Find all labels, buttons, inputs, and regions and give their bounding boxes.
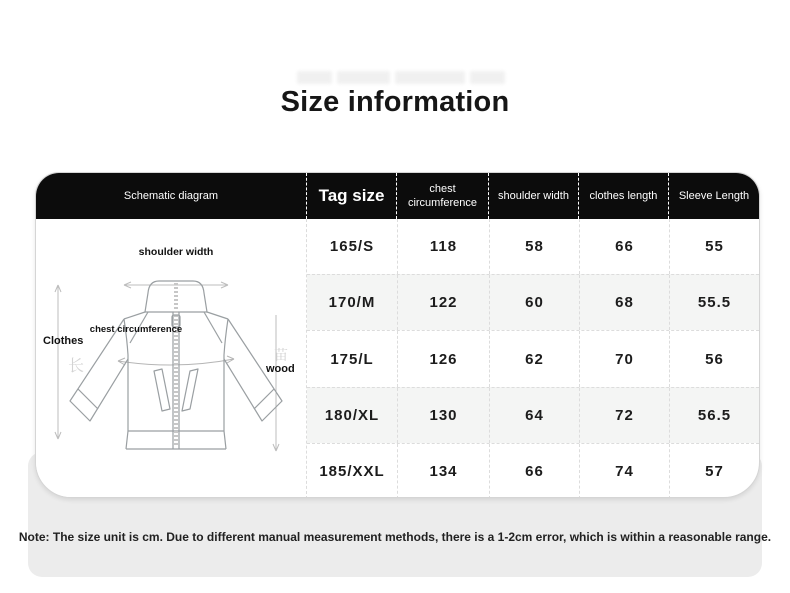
cell-chest: 134	[397, 444, 489, 498]
cell-tag-size: 170/M	[328, 294, 376, 312]
label-clothes: Clothes	[43, 335, 84, 347]
table-row	[307, 330, 759, 386]
header-sleeve-length: Sleeve Length	[668, 173, 759, 219]
measurement-note: Note: The size unit is cm. Due to different manual measurement methods, there is a 1-2cm error, which is within a reasonable range.	[18, 530, 772, 544]
cell-sleeve: 56.5	[669, 388, 759, 443]
cell-tag-size: 185/XXL	[319, 462, 385, 480]
size-table-body	[36, 219, 759, 498]
size-table-header-row	[36, 173, 759, 219]
label-clothes-cn: 长	[68, 358, 85, 375]
cell-length: 74	[579, 444, 669, 498]
table-row	[307, 274, 759, 330]
faded-text-decoration	[297, 71, 505, 84]
label-chest-circumference: chest circumference	[89, 324, 183, 335]
header-chest-circumference: chest circumference	[396, 173, 488, 219]
cell-shoulder: 64	[489, 388, 579, 443]
label-shoulder-width: shoulder width	[138, 246, 214, 258]
cell-length: 68	[579, 275, 669, 330]
cell-chest: 126	[397, 331, 489, 386]
header-schematic-diagram: Schematic diagram	[123, 189, 219, 202]
cell-sleeve: 55.5	[669, 275, 759, 330]
cell-shoulder: 60	[489, 275, 579, 330]
size-rows	[307, 219, 759, 498]
cell-tag-size: 175/L	[330, 350, 374, 368]
cell-tag-size: 165/S	[329, 238, 375, 256]
cell-tag-size: 180/XL	[324, 406, 380, 424]
cell-chest: 122	[397, 275, 489, 330]
schematic-diagram-cell	[36, 219, 307, 498]
cell-sleeve: 55	[669, 219, 759, 274]
cell-length: 72	[579, 388, 669, 443]
label-sleeve-cn: 苗	[274, 347, 288, 363]
cell-chest: 130	[397, 388, 489, 443]
cell-length: 70	[579, 331, 669, 386]
header-shoulder-width: shoulder width	[488, 173, 578, 219]
cell-sleeve: 56	[669, 331, 759, 386]
table-row	[307, 219, 759, 274]
cell-shoulder: 62	[489, 331, 579, 386]
cell-length: 66	[579, 219, 669, 274]
table-row	[307, 443, 759, 498]
cell-shoulder: 58	[489, 219, 579, 274]
label-sleeve-wood: wood	[266, 363, 295, 375]
header-tag-size: Tag size	[306, 173, 396, 219]
page-title: Size information	[280, 86, 510, 118]
cell-shoulder: 66	[489, 444, 579, 498]
header-clothes-length: clothes length	[578, 173, 668, 219]
table-row	[307, 387, 759, 443]
cell-sleeve: 57	[669, 444, 759, 498]
cell-chest: 118	[397, 219, 489, 274]
size-table	[35, 172, 760, 498]
